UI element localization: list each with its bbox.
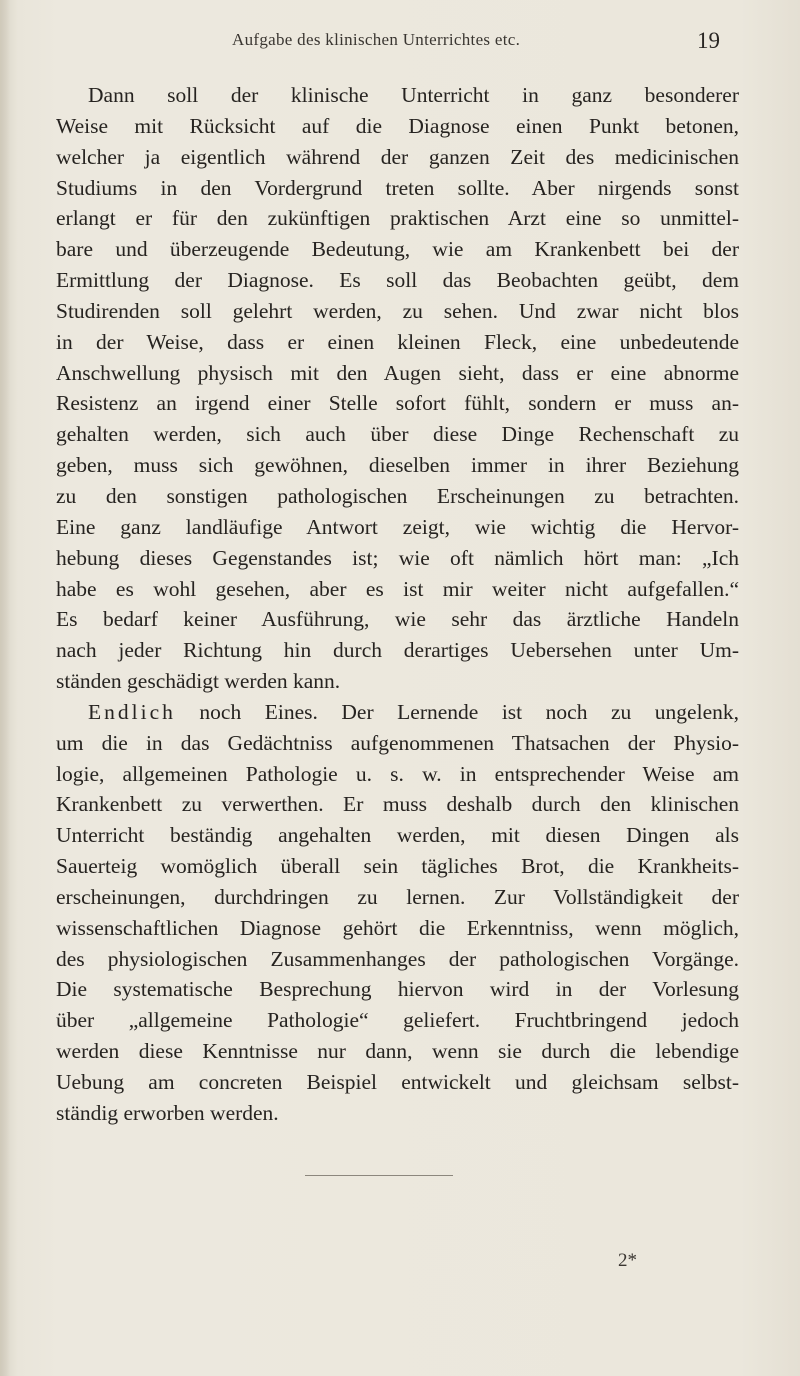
text-line (56, 697, 739, 728)
text-line: Eine ganz landläufige Antwort zeigt, wie wichtig die Hervor- (56, 514, 739, 539)
text-line: zu den sonstigen pathologischen Erscheinungen zu betrachten. (56, 483, 739, 508)
text-line: in der Weise, dass er einen kleinen Fleck, eine unbedeutende (56, 329, 739, 354)
page-header (0, 28, 800, 54)
text-line: Anschwellung physisch mit den Augen sieht, dass er eine abnorme (56, 360, 739, 385)
text-line: welcher ja eigentlich während der ganzen Zeit des medicinischen (56, 144, 739, 169)
text-line: Es bedarf keiner Ausführung, wie sehr das ärztliche Handeln (56, 607, 739, 632)
text-line: Sauerteig womöglich überall sein tägliches Brot, die Krankheits- (56, 854, 739, 879)
text-line: logie, allgemeinen Pathologie u. s. w. in entsprechender Weise am (56, 761, 739, 786)
text-line: des physiologischen Zusammenhanges der pathologischen Vorgänge. (56, 946, 739, 971)
text-line: habe es wohl gesehen, aber es ist mir weiter nicht aufgefallen.“ (56, 576, 739, 601)
page-edge-shadow (0, 0, 10, 1376)
text-line: über „allgemeine Pathologie“ geliefert. Fruchtbringend jedoch (56, 1008, 739, 1033)
signature-mark: 2* (618, 1250, 637, 1271)
running-title: Aufgabe des klinischen Unterrichtes etc. (232, 30, 521, 49)
text-line: Dann soll der klinische Unterricht in ganz besonderer (88, 83, 739, 107)
footer-rule (305, 1175, 453, 1176)
text-line: wissenschaftlichen Diagnose gehört die Erkenntniss, wenn möglich, (56, 915, 739, 940)
text-line: Die systematische Besprechung hiervon wird in der Vorlesung (56, 977, 739, 1002)
text-line: geben, muss sich gewöhnen, dieselben immer in ihrer Beziehung (56, 453, 739, 478)
text-line: Studirenden soll gelehrt werden, zu sehen. Und zwar nicht blos (56, 298, 739, 323)
text-line: Uebung am concreten Beispiel entwickelt und gleichsam selbst- (56, 1070, 739, 1094)
text-line: Weise mit Rücksicht auf die Diagnose einen Punkt betonen, (56, 113, 739, 138)
text-line: hebung dieses Gegenstandes ist; wie oft nämlich hört man: „Ich (56, 545, 739, 570)
emphasized-word: Endlich (88, 699, 176, 724)
text-line: erlangt er für den zukünftigen praktischen Arzt eine so unmittel- (56, 206, 739, 231)
text-line: Unterricht beständig angehalten werden, mit diesen Dingen als (56, 823, 739, 848)
text-line: werden diese Kenntnisse nur dann, wenn sie durch die lebendige (56, 1039, 739, 1064)
text-line: ständig erworben werden. (56, 1100, 279, 1125)
text-line: um die in das Gedächtniss aufgenommenen Thatsachen der Physio- (56, 730, 739, 755)
text-line: gehalten werden, sich auch über diese Dinge Rechenschaft zu (56, 422, 739, 447)
text-line: nach jeder Richtung hin durch derartiges Uebersehen unter Um- (56, 638, 739, 663)
page-number: 19 (697, 28, 720, 53)
text-line: bare und überzeugende Bedeutung, wie am Krankenbett bei der (56, 237, 739, 262)
text-line: erscheinungen, durchdringen zu lernen. Zur Vollständigkeit der (56, 884, 739, 909)
text-line: Resistenz an irgend einer Stelle sofort fühlt, sondern er muss an- (56, 391, 739, 416)
body-text (56, 80, 739, 1129)
text-fragment: noch Eines. Der Lernende ist noch zu ungelenk, (175, 699, 739, 724)
text-line: ständen geschädigt werden kann. (56, 669, 341, 694)
text-line: Studiums in den Vordergrund treten sollte. Aber nirgends sonst (56, 175, 739, 200)
text-line: Krankenbett zu verwerthen. Er muss deshalb durch den klinischen (56, 792, 739, 817)
text-line: Ermittlung der Diagnose. Es soll das Beobachten geübt, dem (56, 268, 739, 293)
